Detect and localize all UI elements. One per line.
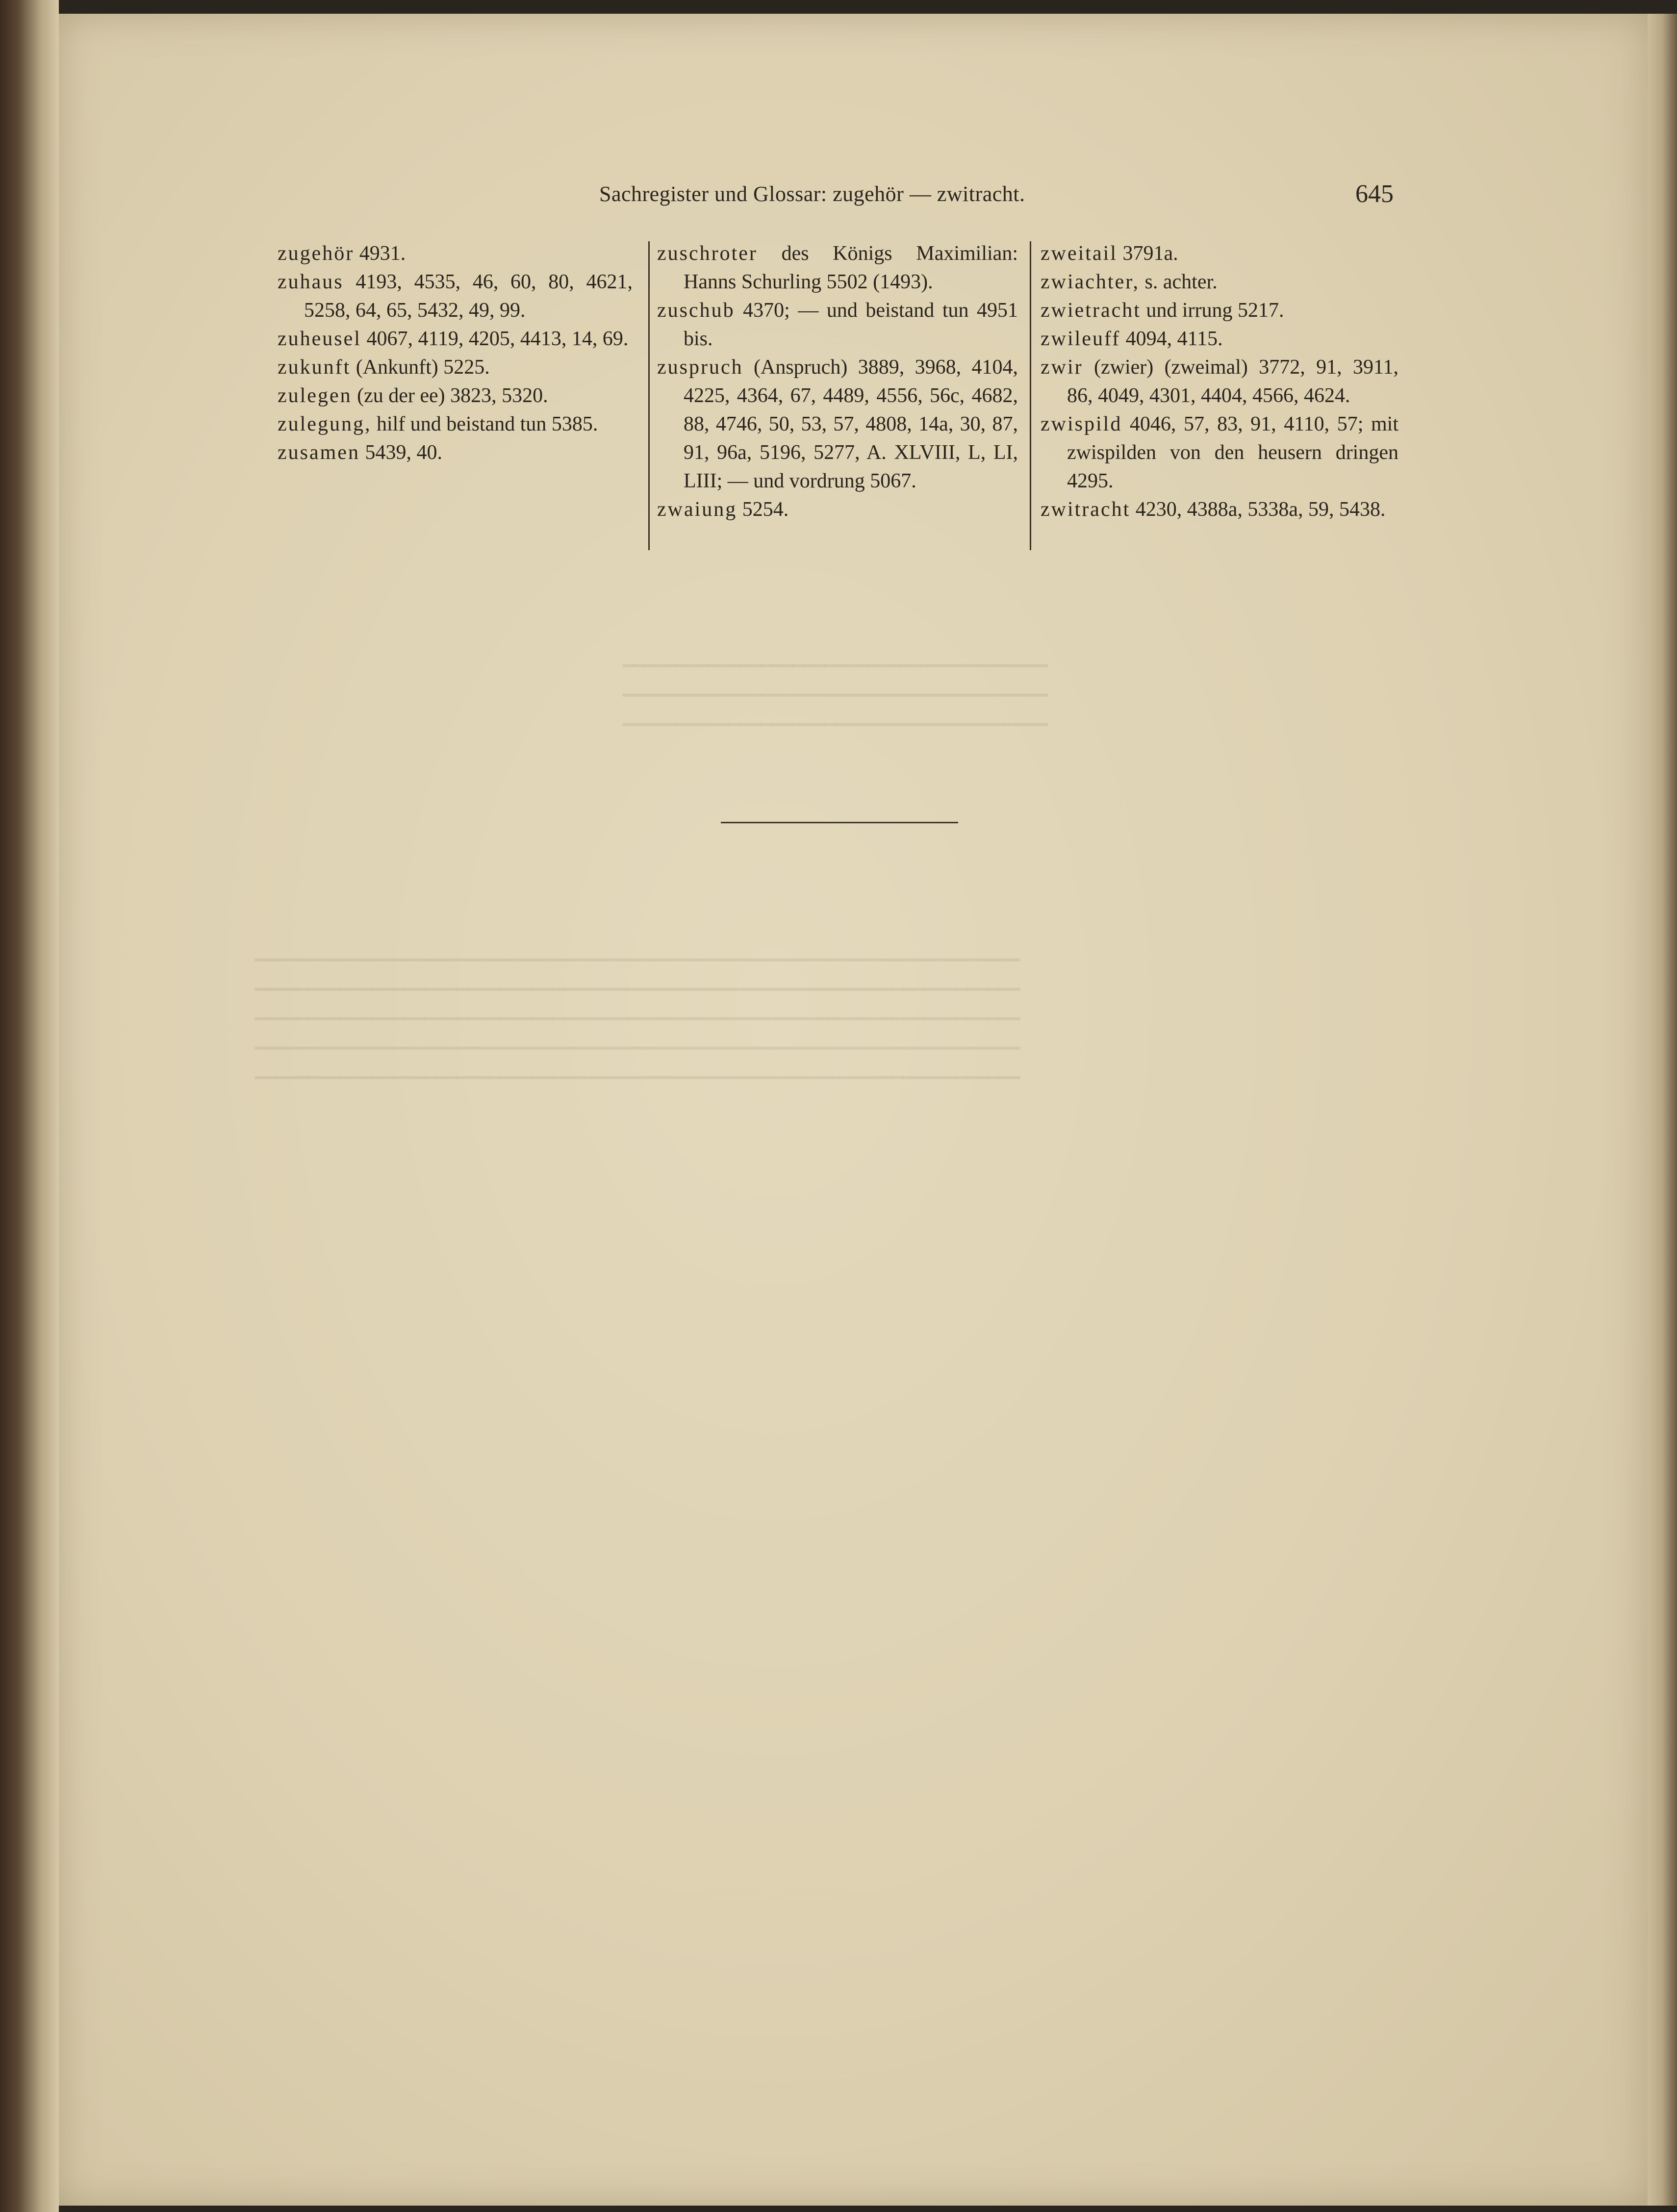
- entry-references: des Königs Maximilian: Hanns Schurling 5502 (1493).: [684, 242, 1018, 293]
- index-entry: [278, 239, 633, 268]
- section-end-rule: [721, 822, 958, 823]
- column-divider: [1030, 241, 1031, 550]
- entry-references: 4931.: [354, 242, 406, 265]
- index-entry: [278, 410, 633, 438]
- entry-references: 4370; — und beistand tun 4951 bis.: [684, 299, 1018, 350]
- page-number: 645: [1355, 180, 1394, 208]
- index-entry: [278, 325, 633, 353]
- entry-references: (zu der ee) 3823, 5320.: [352, 384, 548, 407]
- entry-lemma: zwaiung: [657, 498, 737, 521]
- column-divider: [648, 241, 650, 550]
- index-entry: [1041, 410, 1398, 495]
- entry-references: 5439, 40.: [359, 441, 442, 464]
- index-entry: [1041, 353, 1398, 410]
- entry-lemma: zwiachter,: [1041, 271, 1140, 293]
- index-entry: [1041, 495, 1398, 524]
- index-entry: [278, 353, 633, 381]
- entry-lemma: zuspruch: [657, 356, 743, 379]
- entry-references: 3791a.: [1117, 242, 1178, 265]
- index-entry: [278, 438, 633, 467]
- entry-references: 5254.: [737, 498, 789, 521]
- entry-lemma: zuschroter: [657, 242, 758, 265]
- index-entry: [278, 381, 633, 410]
- running-title: Sachregister und Glossar: zugehör — zwitracht.: [599, 182, 1025, 206]
- entry-lemma: zuschub: [657, 299, 735, 322]
- entry-lemma: zulegen: [278, 384, 352, 407]
- entry-lemma: zwileuff: [1041, 328, 1121, 350]
- index-entry: [1041, 296, 1398, 325]
- entry-references: 4067, 4119, 4205, 4413, 14, 69.: [361, 328, 629, 350]
- entry-lemma: zwir: [1041, 356, 1083, 379]
- entry-references: und irrung 5217.: [1141, 299, 1284, 322]
- index-column-3: [1041, 239, 1398, 524]
- entry-lemma: zwietracht: [1041, 299, 1141, 322]
- book-binding: [0, 0, 59, 2212]
- entry-lemma: zulegung,: [278, 413, 372, 435]
- entry-references: (zwier) (zweimal) 3772, 91, 3911, 86, 4049, 4301, 4404, 4566, 4624.: [1067, 356, 1398, 407]
- show-through-text: ━━━━━━━━━━━━━━━━━━━━━━━━━━━━━━━━━━━━━━━━━━━━━━━━━━━━━━━━━━━━━━━━━━━━━━━━ ━━━━━━━━━━━━━━━━━━━━━━━━━━━━━━━━━━━━━━━━━━━━━━━━━━━━━━━━━━━━━━━━━━━━━━━━ ━━━━━━━━━━━━━━━━━━━━━━━━━━━━━━━━━━━━━━━━━━━━━━━━━━━━━━━━━━━━━━━━━━━━━━━━ ━━━━━━━━━━━━━━━━━━━━━━━━━━━━━━━━━━━━━━━━━━━━━━━━━━━━━━━━━━━━━━━━━━━━━━━━ ━━━━━━━━━━━━━━━━━━━━━━━━━━━━━━━━━━━━━━━━━━━━━━━━━━━━━━━━━━━━━━━━━━━━━━━━: [255, 950, 1020, 1088]
- entry-references: hilf und beistand tun 5385.: [371, 413, 598, 435]
- entry-references: (Ankunft) 5225.: [351, 356, 490, 379]
- index-entry: [278, 268, 633, 325]
- index-column-1: [278, 239, 633, 467]
- entry-references: 4230, 4388a, 5338a, 59, 5438.: [1130, 498, 1386, 521]
- show-through-text: ━━━━━━━━━━━━━━━━━━━━━━━━━━━━━━━━━━━━━━━━ ━━━━━━━━━━━━━━━━━━━━━━━━━━━━━━━━━━━━━━━━ ━━━━━━━━━━━━━━━━━━━━━━━━━━━━━━━━━━━━━━━━: [623, 656, 1048, 735]
- entry-references: 4094, 4115.: [1120, 328, 1223, 350]
- index-entry: [1041, 325, 1398, 353]
- page-edge: [1648, 14, 1677, 2206]
- index-entry: [1041, 268, 1398, 296]
- entry-references: 4046, 57, 83, 91, 4110, 57; mit zwispilden von den heusern dringen 4295.: [1067, 413, 1398, 492]
- entry-lemma: zusamen: [278, 441, 360, 464]
- entry-references: (Anspruch) 3889, 3968, 4104, 4225, 4364, 67, 4489, 4556, 56c, 4682, 88, 4746, 50, 53, 57, 4808, 14a, 30, 87, 91, 96a, 5196, 5277, A. XLVIII, L, LI, LIII; — und vordrung 5067.: [684, 356, 1018, 492]
- index-entry: [657, 353, 1018, 495]
- entry-lemma: zukunft: [278, 356, 351, 379]
- index-entry: [657, 495, 1018, 524]
- entry-lemma: zwispild: [1041, 413, 1122, 435]
- index-entry: [657, 296, 1018, 353]
- entry-lemma: zwitracht: [1041, 498, 1131, 521]
- entry-lemma: zugehör: [278, 242, 355, 265]
- entry-references: 4193, 4535, 46, 60, 80, 4621, 5258, 64, 65, 5432, 49, 99.: [304, 271, 633, 322]
- entry-lemma: zuheusel: [278, 328, 361, 350]
- index-entry: [657, 239, 1018, 296]
- entry-lemma: zuhaus: [278, 271, 344, 293]
- entry-references: s. achter.: [1140, 271, 1218, 293]
- index-entry: [1041, 239, 1398, 268]
- index-column-2: [657, 239, 1018, 524]
- entry-lemma: zweitail: [1041, 242, 1118, 265]
